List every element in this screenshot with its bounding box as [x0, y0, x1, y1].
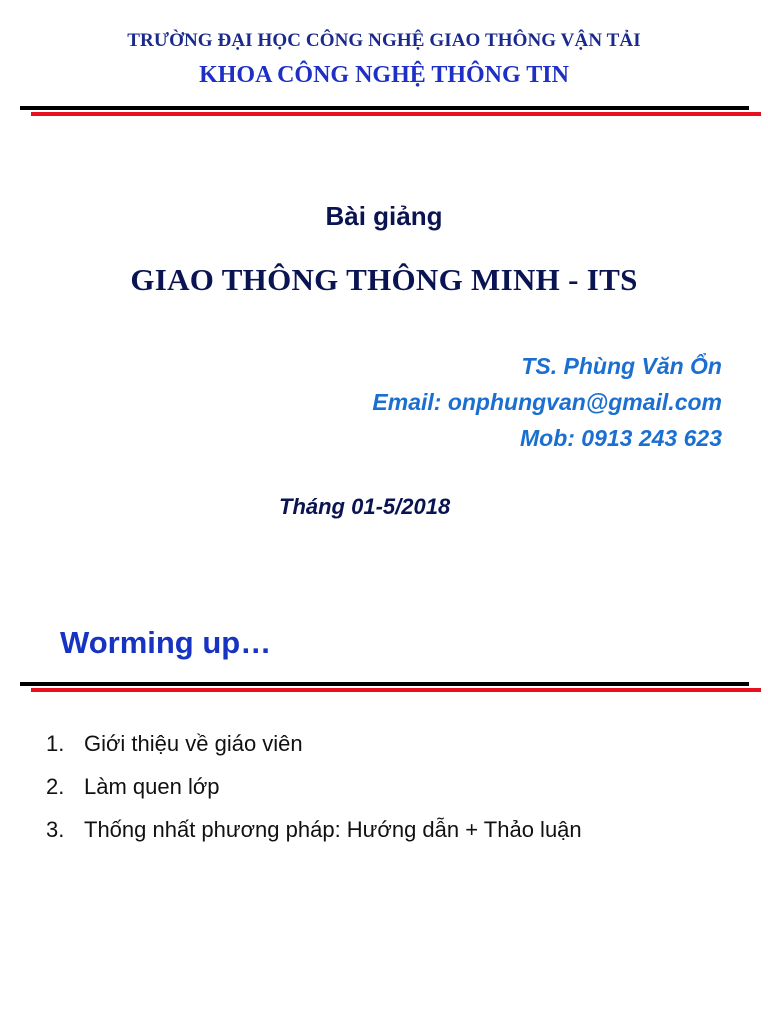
list-item: [46, 771, 582, 814]
faculty-name: KHOA CÔNG NGHỆ THÔNG TIN: [199, 62, 569, 88]
list-item-text: Làm quen lớp: [84, 774, 220, 799]
course-title: GIAO THÔNG THÔNG MINH - ITS: [130, 262, 638, 297]
author-name: TS. Phùng Văn Ổn: [521, 353, 722, 379]
section-title: Worming up…: [60, 625, 272, 660]
list-item-number: 3.: [46, 817, 65, 842]
lecture-date: Tháng 01-5/2018: [279, 494, 451, 519]
section-divider-black: [20, 682, 749, 686]
list-item-number: 2.: [46, 774, 65, 799]
agenda-list: [46, 728, 582, 857]
list-item-text: Giới thiệu về giáo viên: [84, 731, 303, 756]
header-divider-red: [31, 112, 761, 116]
list-item-text: Thống nhất phương pháp: Hướng dẫn + Thảo luận: [84, 817, 582, 842]
author-mobile: Mob: 0913 243 623: [519, 425, 722, 451]
university-name: TRƯỜNG ĐẠI HỌC CÔNG NGHỆ GIAO THÔNG VẬN TẢI: [127, 30, 641, 51]
list-item: [46, 814, 582, 857]
list-item-number: 1.: [46, 731, 65, 756]
lecture-label: Bài giảng: [325, 201, 443, 231]
section-divider-red: [31, 688, 761, 692]
list-item: [46, 728, 582, 771]
author-email: Email: onphungvan@gmail.com: [372, 389, 722, 415]
header-divider-black: [20, 106, 749, 110]
